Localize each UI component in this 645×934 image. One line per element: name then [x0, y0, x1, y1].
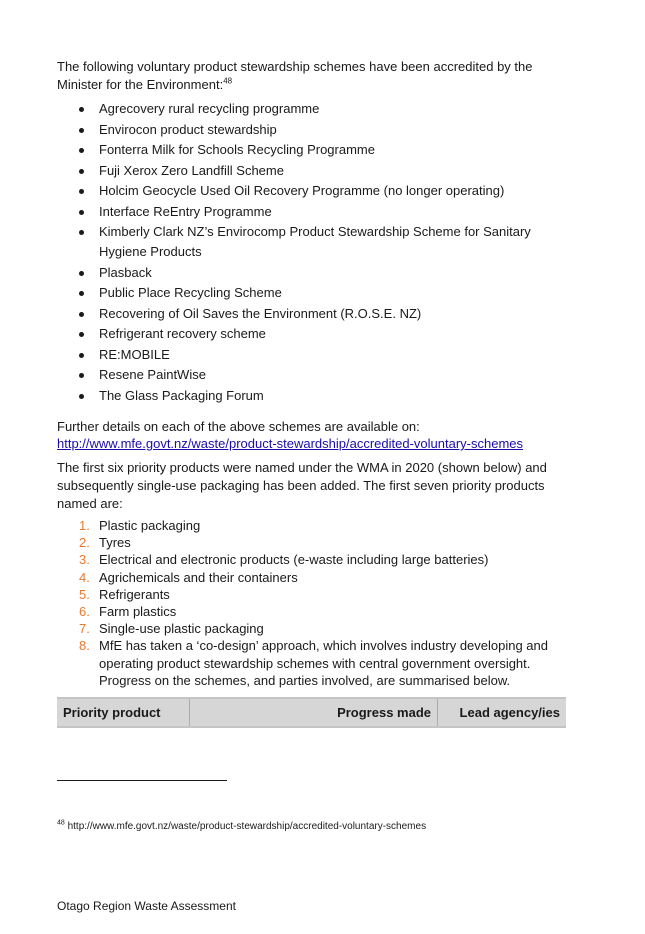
list-item-text: Farm plastics	[99, 604, 177, 620]
list-item: Holcim Geocycle Used Oil Recovery Programme (no longer operating)	[57, 181, 577, 201]
priority-intro-paragraph: The first six priority products were named under the WMA in 2020 (shown below) and subsequently single-use packaging has been added. The first seven priority products named are:	[57, 460, 547, 511]
intro-text: The following voluntary product stewardship schemes have been accredited by the Minister for the Environment:	[57, 59, 533, 92]
list-item	[57, 637, 557, 689]
list-item: Fuji Xerox Zero Landfill Scheme	[57, 161, 577, 181]
list-item: Fonterra Milk for Schools Recycling Programme	[57, 140, 577, 160]
list-number: 8.	[79, 638, 90, 654]
list-item: The Glass Packaging Forum	[57, 386, 577, 406]
footnote-number: 48	[57, 819, 65, 827]
column-header-priority-product: Priority product	[57, 699, 190, 726]
list-item-text: Plastic packaging	[99, 518, 201, 533]
list-item-text: Tyres	[99, 535, 131, 551]
list-item	[57, 586, 557, 603]
list-number: 5.	[79, 586, 90, 602]
list-number: 4.	[79, 569, 90, 585]
footnote-reference[interactable]: 48	[223, 76, 233, 86]
list-item	[57, 620, 557, 637]
list-item: Envirocon product stewardship	[57, 120, 577, 140]
list-item: Kimberly Clark NZ’s Envirocomp Product Stewardship Scheme for Sanitary Hygiene Products	[57, 222, 577, 262]
footnote-separator	[57, 780, 227, 781]
list-item	[57, 569, 557, 586]
list-item: Refrigerant recovery scheme	[57, 324, 577, 344]
intro-paragraph	[57, 58, 577, 94]
list-number: 3.	[79, 552, 90, 568]
list-item: RE:MOBILE	[57, 345, 577, 365]
page-footer: Otago Region Waste Assessment	[57, 899, 236, 913]
list-item: Recovering of Oil Saves the Environment (R.O.S.E. NZ)	[57, 304, 577, 324]
list-item: Resene PaintWise	[57, 365, 577, 385]
list-number: 1.	[79, 518, 90, 533]
list-item-text: Electrical and electronic products (e-waste including large batteries)	[99, 552, 489, 568]
list-item	[57, 603, 557, 620]
accredited-schemes-link[interactable]: http://www.mfe.govt.nz/waste/product-stewardship/accredited-voluntary-schemes	[57, 436, 524, 451]
footnote	[57, 821, 426, 832]
list-number: 2.	[79, 535, 90, 551]
further-details-paragraph	[57, 418, 577, 452]
accredited-schemes-list	[57, 99, 577, 406]
list-item: Agrecovery rural recycling programme	[57, 99, 577, 119]
further-details-text: Further details on each of the above schemes are available on:	[57, 419, 420, 434]
list-item: Interface ReEntry Programme	[57, 202, 577, 222]
list-item: Public Place Recycling Scheme	[57, 283, 577, 303]
column-header-lead-agency: Lead agency/ies	[459, 705, 560, 720]
list-item	[57, 517, 557, 534]
list-item-text: Refrigerants	[99, 586, 170, 602]
list-item: Plasback	[57, 263, 577, 283]
priority-products-table-header	[57, 697, 566, 728]
priority-products-list	[57, 517, 557, 689]
column-header-progress-made: Progress made	[190, 699, 438, 726]
list-item	[57, 551, 557, 568]
list-item	[57, 534, 557, 551]
list-item-text: Single-use plastic packaging	[99, 621, 264, 637]
list-item-text: Agrichemicals and their containers	[99, 569, 298, 585]
list-number: 6.	[79, 604, 90, 620]
footnote-text: http://www.mfe.govt.nz/waste/product-stewardship/accredited-voluntary-schemes	[67, 821, 427, 832]
list-item-text: MfE has taken a ‘co-design’ approach, which involves industry developing and operating product stewardship schemes with central government oversight. Progress on the schemes, and parties involved, are summarised below.	[99, 638, 549, 688]
list-number: 7.	[79, 621, 90, 637]
